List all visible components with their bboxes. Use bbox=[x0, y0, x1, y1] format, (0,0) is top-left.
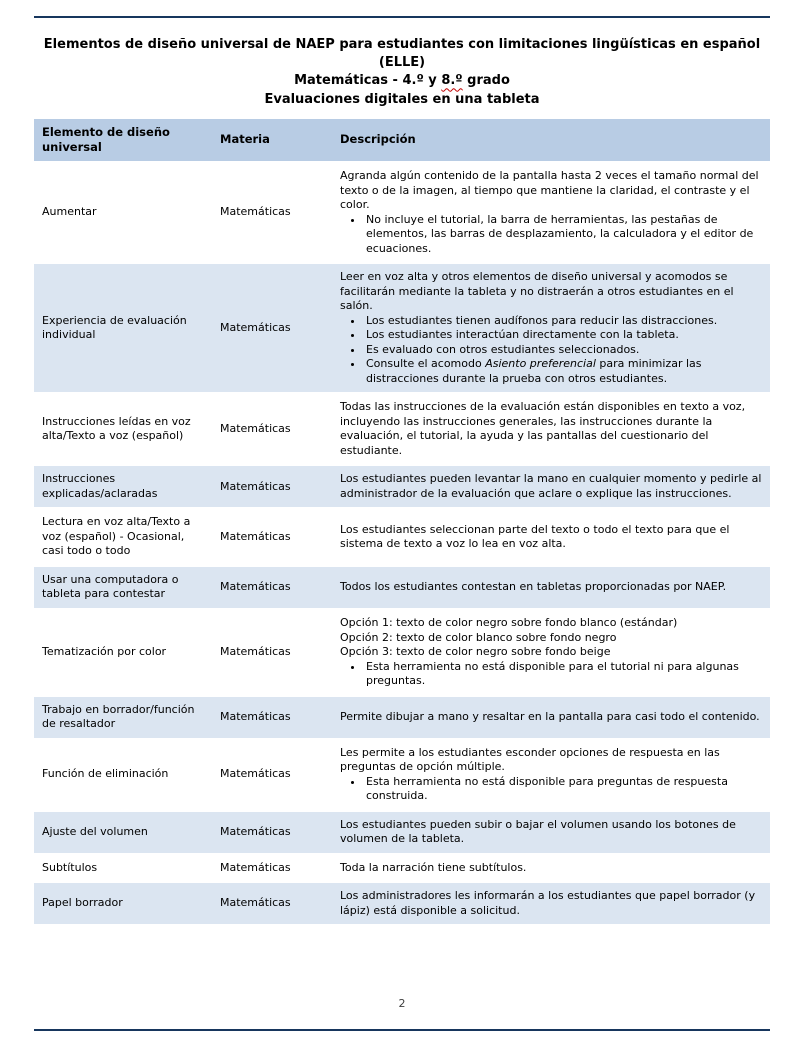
element-name-cell: Usar una computadora o tableta para contestar bbox=[34, 567, 212, 608]
description-paragraph: Opción 3: texto de color negro sobre fondo beige bbox=[340, 645, 611, 659]
subject-cell: Matemáticas bbox=[212, 509, 332, 565]
bullet-item: • No incluye el tutorial, la barra de herramientas, las pestañas de elementos, las barras de desplazamiento, la calculadora y el editor de ecuaciones. bbox=[364, 213, 762, 257]
table-body bbox=[34, 163, 770, 924]
bullet-list bbox=[340, 314, 762, 387]
description-paragraph: Opción 1: texto de color negro sobre fondo blanco (estándar) bbox=[340, 615, 678, 629]
subject-cell: Matemáticas bbox=[212, 264, 332, 392]
element-name-cell: Experiencia de evaluación individual bbox=[34, 264, 212, 392]
description-paragraph: Los estudiantes pueden levantar la mano en cualquier momento y pedirle al administrador de la evaluación que aclare o explique las instrucciones. bbox=[340, 472, 762, 500]
element-name-cell: Papel borrador bbox=[34, 883, 212, 924]
description-paragraph: Toda la narración tiene subtítulos. bbox=[340, 860, 527, 874]
description-paragraph: Los administradores les informarán a los estudiantes que papel borrador (y lápiz) está disponible a solicitud. bbox=[340, 889, 756, 917]
bullet-list bbox=[340, 660, 762, 689]
element-name-cell: Función de eliminación bbox=[34, 740, 212, 810]
description-cell bbox=[332, 567, 770, 608]
column-header-description: Descripción bbox=[332, 119, 770, 161]
subject-cell: Matemáticas bbox=[212, 812, 332, 853]
subject-cell: Matemáticas bbox=[212, 883, 332, 924]
grade-line-flagged-word: 8.º bbox=[441, 73, 463, 89]
table-row bbox=[34, 567, 770, 608]
subject-cell: Matemáticas bbox=[212, 163, 332, 262]
description-paragraph: Todas las instrucciones de la evaluación están disponibles en texto a voz, incluyendo las instrucciones generales, las instrucciones durante la evaluación, el tutorial, la ayuda y las pantallas del cuestionario del estudiante. bbox=[340, 400, 746, 457]
description-cell bbox=[332, 883, 770, 924]
description-cell bbox=[332, 264, 770, 392]
subject-cell: Matemáticas bbox=[212, 466, 332, 507]
bullet-item: • Esta herramienta no está disponible para el tutorial ni para algunas preguntas. bbox=[364, 660, 762, 689]
description-paragraph: Leer en voz alta y otros elementos de diseño universal y acomodos se facilitarán mediante la tableta y no distraerán a otros estudiantes en el salón. bbox=[340, 270, 734, 313]
column-header-subject: Materia bbox=[212, 119, 332, 161]
element-name-cell: Lectura en voz alta/Texto a voz (español) - Ocasional, casi todo o todo bbox=[34, 509, 212, 565]
table-header-row bbox=[34, 119, 770, 161]
description-cell bbox=[332, 697, 770, 738]
document-title-block bbox=[34, 36, 770, 109]
table-row bbox=[34, 466, 770, 507]
table-row bbox=[34, 812, 770, 853]
element-name-cell: Aumentar bbox=[34, 163, 212, 262]
element-name-cell: Subtítulos bbox=[34, 855, 212, 882]
table-row bbox=[34, 610, 770, 695]
description-cell bbox=[332, 466, 770, 507]
table-row bbox=[34, 855, 770, 882]
bullet-item: • Es evaluado con otros estudiantes seleccionados. bbox=[364, 343, 762, 358]
title-line-2: (ELLE) bbox=[378, 55, 426, 71]
table-row bbox=[34, 394, 770, 464]
bullet-item: • Los estudiantes tienen audífonos para reducir las distracciones. bbox=[364, 314, 762, 329]
element-name-cell: Instrucciones leídas en voz alta/Texto a voz (español) bbox=[34, 394, 212, 464]
page-number: 2 bbox=[398, 997, 406, 1010]
subject-cell: Matemáticas bbox=[212, 567, 332, 608]
bullet-list bbox=[340, 213, 762, 257]
subject-cell: Matemáticas bbox=[212, 394, 332, 464]
description-cell bbox=[332, 740, 770, 810]
description-cell bbox=[332, 812, 770, 853]
element-name-cell: Trabajo en borrador/función de resaltador bbox=[34, 697, 212, 738]
table-row bbox=[34, 883, 770, 924]
subtitle-format-line: Evaluaciones digitales en una tableta bbox=[264, 91, 540, 107]
title-line-1: Elementos de diseño universal de NAEP para estudiantes con limitaciones lingüísticas en español bbox=[43, 37, 761, 52]
table-row bbox=[34, 163, 770, 262]
description-paragraph: Todos los estudiantes contestan en tabletas proporcionadas por NAEP. bbox=[340, 580, 727, 594]
subtitle-grade-line bbox=[34, 72, 770, 90]
description-paragraph: Los estudiantes seleccionan parte del texto o todo el texto para que el sistema de texto a voz lo lea en voz alta. bbox=[340, 522, 730, 551]
description-cell bbox=[332, 855, 770, 882]
description-cell bbox=[332, 394, 770, 464]
bottom-rule bbox=[34, 1029, 770, 1031]
description-cell bbox=[332, 610, 770, 695]
table-row bbox=[34, 509, 770, 565]
subject-cell: Matemáticas bbox=[212, 610, 332, 695]
column-header-element: Elemento de diseño universal bbox=[34, 119, 212, 161]
element-name-cell: Tematización por color bbox=[34, 610, 212, 695]
description-paragraph: Opción 2: texto de color blanco sobre fondo negro bbox=[340, 630, 617, 644]
description-paragraph: Les permite a los estudiantes esconder opciones de respuesta en las preguntas de opción múltiple. bbox=[340, 745, 720, 774]
grade-line-prefix: Matemáticas - 4.º y bbox=[294, 73, 442, 89]
description-paragraph: Permite dibujar a mano y resaltar en la pantalla para casi todo el contenido. bbox=[340, 709, 760, 723]
description-cell bbox=[332, 163, 770, 262]
bullet-item: • Esta herramienta no está disponible para preguntas de respuesta construida. bbox=[364, 775, 762, 804]
table-row bbox=[34, 740, 770, 810]
grade-line-suffix: grado bbox=[462, 73, 510, 89]
top-rule bbox=[34, 16, 770, 18]
bullet-item: • Consulte el acomodo Asiento preferencial para minimizar las distracciones durante la prueba con otros estudiantes. bbox=[364, 357, 762, 386]
description-paragraph: Agranda algún contenido de la pantalla hasta 2 veces el tamaño normal del texto o de la imagen, al tiempo que mantiene la claridad, el contraste y el color. bbox=[340, 169, 759, 212]
subject-cell: Matemáticas bbox=[212, 855, 332, 882]
table-row bbox=[34, 697, 770, 738]
description-paragraph: Los estudiantes pueden subir o bajar el volumen usando los botones de volumen de la tableta. bbox=[340, 817, 736, 846]
element-name-cell: Instrucciones explicadas/aclaradas bbox=[34, 466, 212, 507]
bullet-item: • Los estudiantes interactúan directamente con la tableta. bbox=[364, 328, 762, 343]
subject-cell: Matemáticas bbox=[212, 740, 332, 810]
subject-cell: Matemáticas bbox=[212, 697, 332, 738]
udl-elements-table bbox=[34, 117, 770, 926]
element-name-cell: Ajuste del volumen bbox=[34, 812, 212, 853]
bullet-list bbox=[340, 775, 762, 804]
table-row bbox=[34, 264, 770, 392]
description-cell bbox=[332, 509, 770, 565]
